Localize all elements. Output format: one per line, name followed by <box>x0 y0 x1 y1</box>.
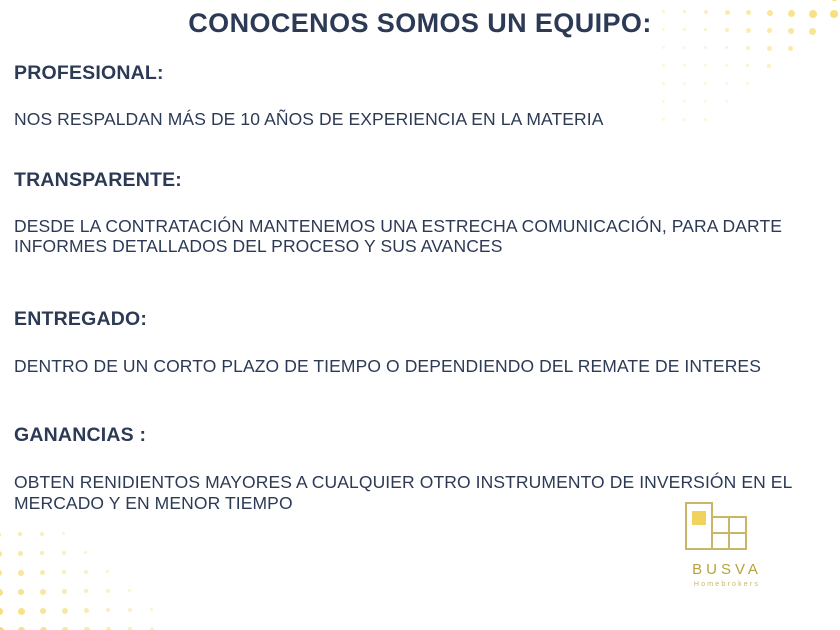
logo-tagline: Homebrokers <box>693 581 761 588</box>
section-heading: PROFESIONAL: <box>14 62 164 84</box>
logo-name: BUSVA <box>692 561 762 578</box>
section-heading: ENTREGADO: <box>14 307 148 330</box>
section-transparente <box>14 170 814 257</box>
content-body <box>14 55 814 516</box>
section-text: DENTRO DE UN CORTO PLAZO DE TIEMPO O DEPENDIENDO DEL REMATE DE INTERES <box>14 356 761 377</box>
logo <box>662 497 792 588</box>
section-text: DESDE LA CONTRATACIÓN MANTENEMOS UNA ESTRECHA COMUNICACIÓN, PARA DARTE INFORMES DETALLADOS DEL PROCESO Y SUS AVANCES <box>14 215 783 257</box>
section-text: NOS RESPALDAN MÁS DE 10 AÑOS DE EXPERIENCIA EN LA MATERIA <box>14 109 604 130</box>
section-heading: TRANSPARENTE: <box>14 169 182 192</box>
section-profesional <box>14 63 814 130</box>
page-title: CONOCENOS SOMOS UN EQUIPO: <box>188 8 652 38</box>
section-text: OBTEN RENIDIENTOS MAYORES A CUALQUIER OTRO INSTRUMENTO DE INVERSIÓN EN EL MERCADO Y EN MENOR TIEMPO <box>14 472 792 513</box>
section-entregado <box>14 309 814 377</box>
building-icon <box>672 497 782 555</box>
dot-cluster-icon <box>0 530 167 630</box>
section-heading: GANANCIAS : <box>14 423 147 446</box>
